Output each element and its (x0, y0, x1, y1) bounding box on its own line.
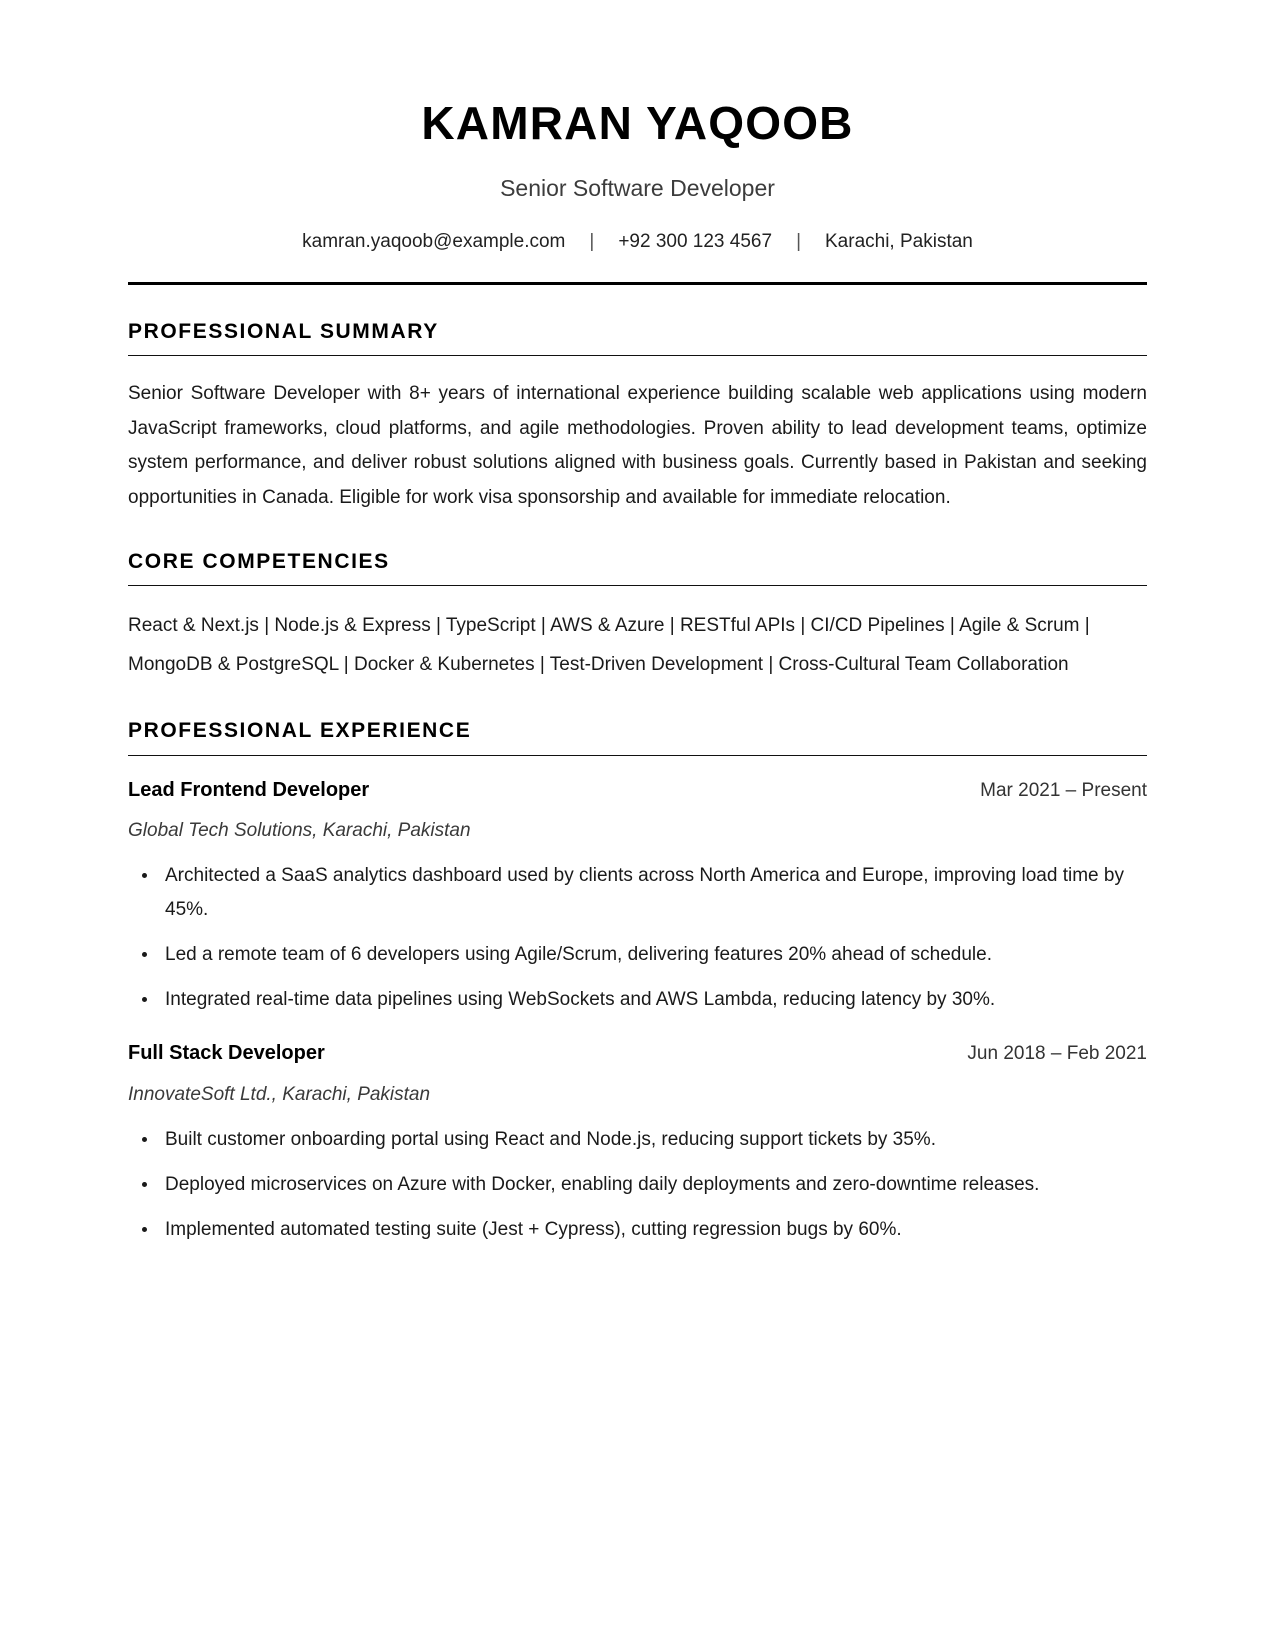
section-heading-summary: PROFESSIONAL SUMMARY (128, 319, 439, 343)
contact-separator: | (589, 231, 595, 253)
experience-entry (128, 778, 1147, 1018)
contact-email[interactable]: kamran.yaqoob@example.com (302, 231, 566, 253)
section-heading-experience: PROFESSIONAL EXPERIENCE (128, 719, 472, 743)
experience-entry-header (128, 778, 1147, 803)
resume-header (128, 0, 1147, 254)
bullet-dot-icon (142, 997, 147, 1002)
job-bullet-text: Deployed microservices on Azure with Docker, enabling daily deployments and zero-downtime releases. (165, 1173, 1040, 1195)
job-bullet (128, 938, 1147, 972)
job-company: InnovateSoft Ltd., Karachi, Pakistan (128, 1083, 431, 1105)
section-core-competencies (128, 549, 1147, 684)
job-company: Global Tech Solutions, Karachi, Pakistan (128, 820, 471, 842)
header-divider (128, 282, 1147, 285)
section-divider (128, 355, 1147, 356)
job-role: Lead Frontend Developer (128, 778, 370, 801)
contact-phone[interactable]: +92 300 123 4567 (618, 231, 773, 253)
bullet-dot-icon (142, 952, 147, 957)
job-dates: Jun 2018 – Feb 2021 (967, 1043, 1147, 1065)
bullet-dot-icon (142, 1227, 147, 1232)
section-divider (128, 585, 1147, 586)
section-professional-experience (128, 718, 1147, 1246)
bullet-dot-icon (142, 1182, 147, 1187)
job-role: Full Stack Developer (128, 1042, 325, 1065)
section-divider (128, 755, 1147, 756)
job-bullet (128, 1213, 1147, 1247)
bullet-dot-icon (142, 873, 147, 878)
job-bullet-text: Integrated real-time data pipelines using WebSockets and AWS Lambda, reducing latency by 30%. (165, 989, 996, 1011)
job-bullet (128, 983, 1147, 1017)
job-bullet-text: Architected a SaaS analytics dashboard used by clients across North America and Europe, improving load time by 45%. (165, 865, 1124, 921)
job-bullet-text: Built customer onboarding portal using React and Node.js, reducing support tickets by 35%. (165, 1128, 936, 1150)
experience-entry-header (128, 1041, 1147, 1066)
section-heading-competencies: CORE COMPETENCIES (128, 550, 390, 574)
job-dates: Mar 2021 – Present (980, 779, 1147, 801)
job-bullet-text: Led a remote team of 6 developers using Agile/Scrum, delivering features 20% ahead of schedule. (165, 944, 993, 966)
contact-location: Karachi, Pakistan (825, 231, 973, 253)
bullet-dot-icon (142, 1137, 147, 1142)
job-bullet-text: Implemented automated testing suite (Jest + Cypress), cutting regression bugs by 60%. (165, 1218, 902, 1240)
section-professional-summary (128, 319, 1147, 515)
summary-paragraph: Senior Software Developer with 8+ years of international experience building scalable web applications using modern JavaScript frameworks, cloud platforms, and agile methodologies. Proven ability to lead development teams, optimize system performance, and deliver robust solutions aligned with business goals. Currently based in Pakistan and seeking opportunities in Canada. Eligible for work visa sponsorship and available for immediate relocation. (128, 383, 1147, 508)
job-bullet-list (128, 1123, 1147, 1247)
competencies-list: React & Next.js | Node.js & Express | TypeScript | AWS & Azure | RESTful APIs | CI/CD Pipelines | Agile & Scrum | MongoDB & PostgreSQL | Docker & Kubernetes | Test-Driven Development | Cross-Cultural Team Collaboration (128, 615, 1090, 676)
contact-line (128, 231, 1147, 254)
contact-separator: | (796, 231, 801, 253)
candidate-job-title: Senior Software Developer (500, 174, 775, 201)
job-bullet (128, 1168, 1147, 1202)
job-bullet (128, 859, 1147, 927)
experience-entry (128, 1041, 1147, 1247)
job-bullet-list (128, 859, 1147, 1017)
candidate-name: KAMRAN YAQOOB (421, 97, 854, 149)
job-bullet (128, 1123, 1147, 1157)
